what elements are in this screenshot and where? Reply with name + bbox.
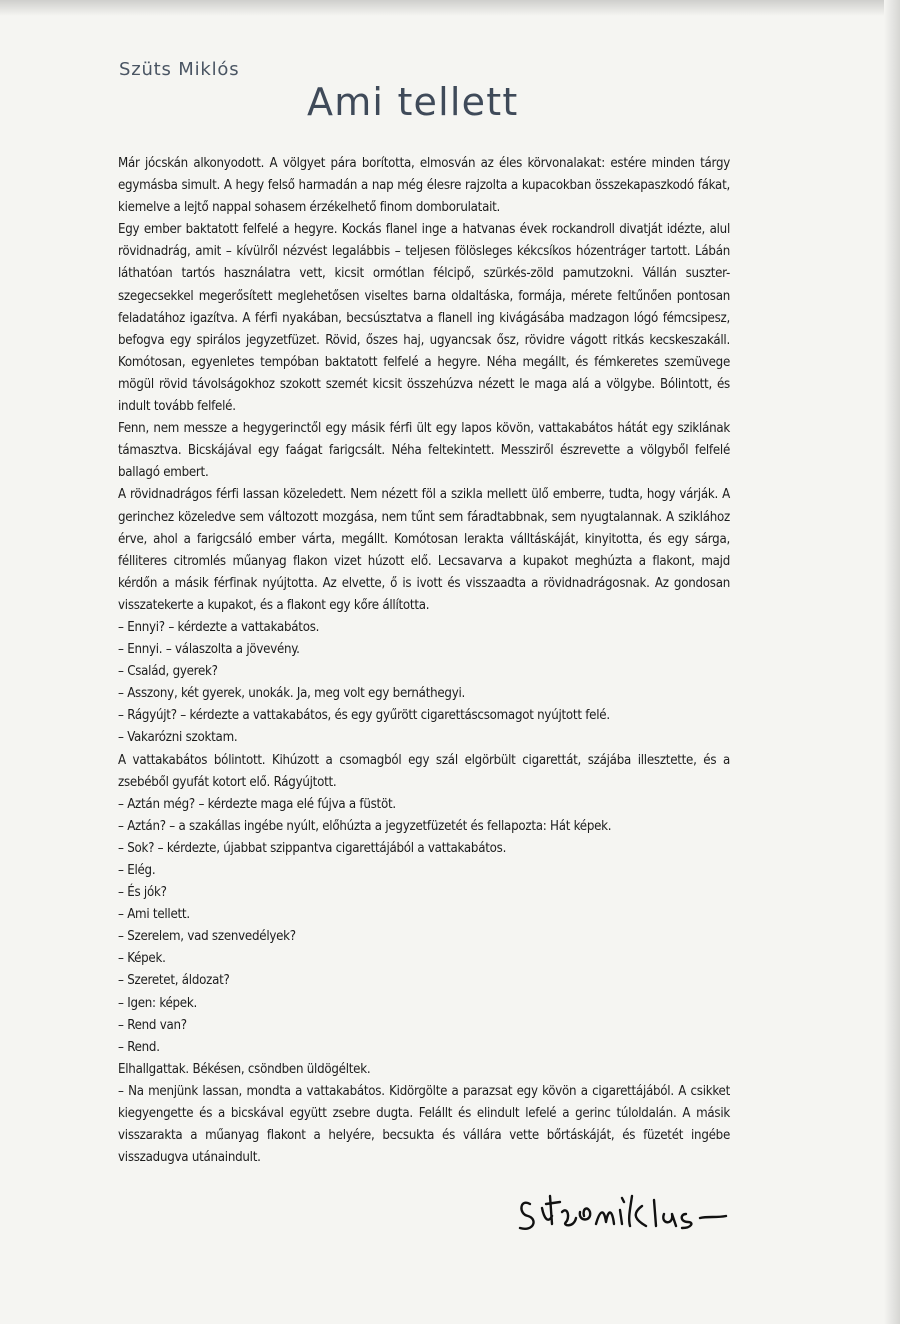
dialogue-line: – Ennyi? – kérdezte a vattakabátos.	[118, 619, 320, 635]
author-name: Szüts Miklós	[119, 59, 240, 80]
dialogue-line: – Elég.	[118, 863, 156, 878]
dialogue-line: – Szerelem, vad szenvedélyek?	[118, 929, 296, 945]
paragraph: Egy ember baktatott felfelé a hegyre. Kockás flanel inge a hatvanas évek rockandroll divatját idézte, alul rövidnadrág, amit – kívülről nézvést legalábbis – teljesen fölösleges kékcsíkos hózentráger tartott. Lábán láthatóan tartós használatra vett, kicsit ormótlan félcipő, szürkés-zöld pamutzokni. Vállán suszter-szegecsekkel megerősített meglehetősen viseltes barna oldaltáska, formája, mérete feltűnően pontosan feladatához igazítva. A férfi nyakában, becsúsztatva a flanell ing kivágásába madzagon lógó fémcsipesz, befogva egy spirálos jegyzetfüzet. Rövid, őszes haj, ugyancsak ősz, rövidre vágott ritkás kecskeszakáll. Komótosan, egyenletes tempóban baktatott felfelé a hegyre. Néha megállt, és fémkeretes szemüvege mögül rövid távolságokhoz szokott szemét kicsit összehúzva nézett le maga alá a völgybe. Bólintott, és indult tovább felfelé.	[118, 222, 730, 415]
paragraph: Már jócskán alkonyodott. A völgyet pára borította, elmosván az éles körvonalakat: estére minden tárgy egymásba simult. A hegy felső harmadán a nap még élesre rajzolta a kupacokban összekapaszkodó fákat, kiemelve a lejtő nappal sohasem érzékelhető finom domborulatait.	[118, 156, 730, 216]
dialogue-line: – Rend van?	[118, 1017, 187, 1033]
dialogue-line: – Rend.	[118, 1039, 160, 1055]
paragraph: Elhallgattak. Békésen, csöndben üldögéltek.	[118, 1061, 371, 1077]
dialogue-line: – Képek.	[118, 951, 166, 967]
dialogue-line: – Aztán? – a szakállas ingébe nyúlt, előhúzta a jegyzetfüzetét és fellapozta: Hát képek.	[118, 818, 612, 834]
dialogue-line: – Aztán még? – kérdezte maga elé fújva a füstöt.	[118, 796, 396, 812]
paragraph: A rövidnadrágos férfi lassan közeledett. Nem nézett föl a szikla mellett ülő emberre, tudta, hogy várják. A gerinchez közeledve sem változott mozgása, nem tűnt sem fáradtabbnak, sem nyugtalannak. A sziklához érve, ahol a farigcsáló ember várta, megállt. Komótosan lerakta válltáskáját, kinyitotta, és egy sárga, félliteres citromlés műanyag flakon vizet húzott elő. Lecsavarva a kupakot meghúzta a flakont, majd kérdőn a másik férfinak nyújtotta. Az elvette, ő is ivott és visszaadta a rövidnadrágosnak. Az gondosan visszatekerte a kupakot, és a flakont egy kőre állította.	[118, 487, 730, 613]
paragraph: Fenn, nem messze a hegygerinctől egy másik férfi ült egy lapos kövön, vattakabátos hátát egy sziklának támasztva. Bicskájával egy faágat farigcsált. Néha feltekintett. Messziről észrevette a völgyből felfelé ballagó embert.	[118, 421, 730, 481]
dialogue-line: – Vakarózni szoktam.	[118, 730, 238, 746]
scan-edge-top	[0, 0, 900, 16]
handwritten-signature	[516, 1188, 734, 1238]
dialogue-line: – Rágyújt? – kérdezte a vattakabátos, és egy gyűrött cigarettáscsomagot nyújtott felé.	[118, 708, 610, 724]
dialogue-line: – Ami tellett.	[118, 907, 190, 923]
dialogue-line: – Család, gyerek?	[118, 664, 218, 680]
paragraph: – Na menjünk lassan, mondta a vattakabátos. Kidörgölte a parazsat egy kövön a cigarettájából. A csikket kiegyengette és a bicskával együtt zsebre dugta. Felállt és elindult lefelé a gerinc túloldalán. A másik visszarakta a műanyag flakont a helyére, becsukta és vállára vette bőrtáskáját, és füzetét ingébe visszadugva utánaindult.	[118, 1083, 730, 1166]
dialogue-line: – Sok? – kérdezte, újabbat szippantva cigarettájából a vattakabátos.	[118, 840, 507, 856]
dialogue-line: – Igen: képek.	[118, 995, 197, 1011]
scan-edge-right	[884, 0, 900, 1324]
story-body	[118, 153, 730, 1169]
paragraph: A vattakabátos bólintott. Kihúzott a csomagból egy szál elgörbült cigarettát, szájába illesztette, és a zsebéből gyufát kotort elő. Rágyújtott.	[118, 752, 730, 790]
dialogue-line: – Asszony, két gyerek, unokák. Ja, meg volt egy bernáthegyi.	[118, 686, 466, 702]
dialogue-line: – Szeretet, áldozat?	[118, 973, 230, 989]
dialogue-line: – Ennyi. – válaszolta a jövevény.	[118, 642, 300, 658]
page-title: Ami tellett	[307, 80, 519, 124]
dialogue-line: – És jók?	[118, 885, 167, 901]
